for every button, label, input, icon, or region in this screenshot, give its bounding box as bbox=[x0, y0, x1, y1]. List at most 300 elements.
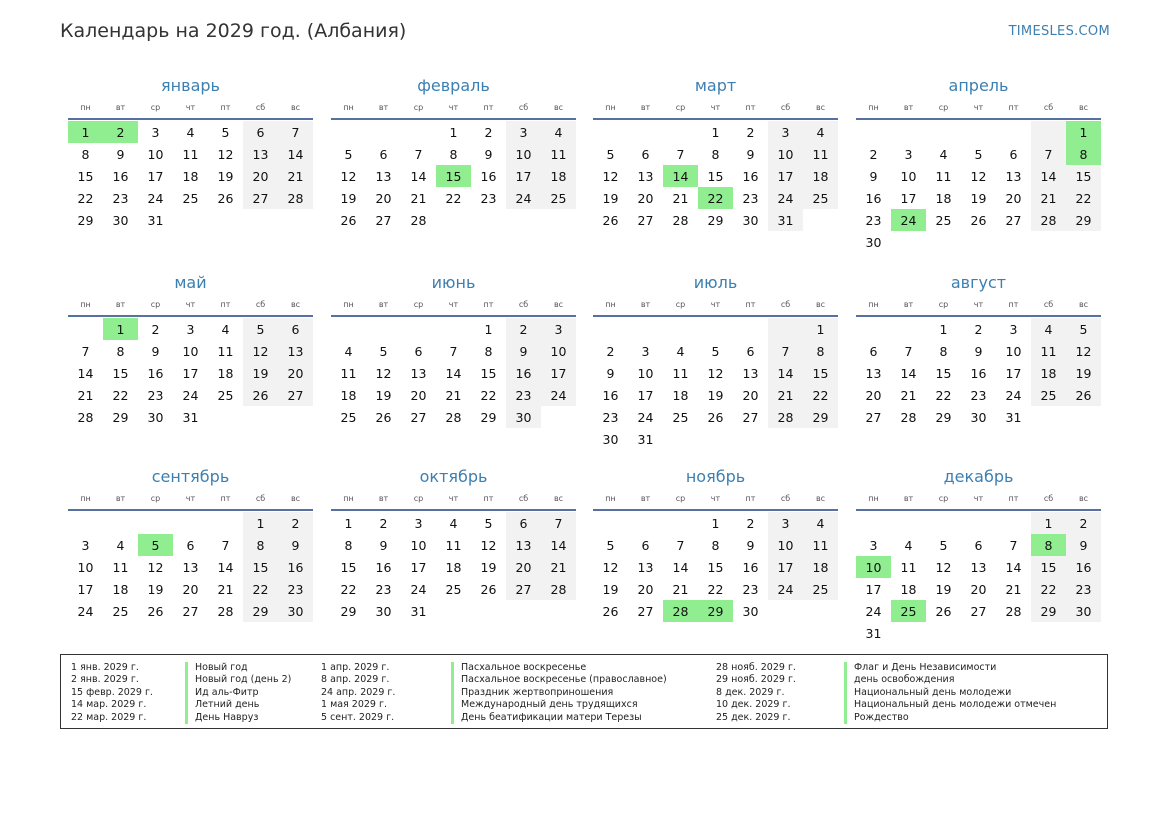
month-9 bbox=[68, 467, 313, 622]
weekday-label: чт bbox=[973, 300, 984, 309]
day-cell: 28 bbox=[1031, 209, 1066, 231]
day-cell: 30 bbox=[375, 603, 392, 619]
empty-cell bbox=[208, 512, 243, 534]
day-cell: 17 bbox=[506, 165, 541, 187]
day-cell: 9 bbox=[379, 537, 388, 553]
weekday-label: вс bbox=[1078, 103, 1089, 112]
day-cell: 12 bbox=[147, 559, 164, 575]
day-cell: 11 bbox=[340, 365, 357, 381]
day-cell: 27 bbox=[637, 212, 654, 228]
weekday-header bbox=[68, 491, 313, 506]
day-cell: 8 bbox=[939, 343, 948, 359]
day-cell: 18 bbox=[445, 559, 462, 575]
empty-cell bbox=[506, 600, 541, 622]
day-cell: 23 bbox=[602, 409, 619, 425]
day-cell: 30 bbox=[602, 431, 619, 447]
weekday-label: сб bbox=[780, 300, 791, 309]
day-cell: 29 bbox=[480, 409, 497, 425]
day-cell: 26 bbox=[340, 212, 357, 228]
day-cell: 14 bbox=[768, 362, 803, 384]
day-cell: 24 bbox=[77, 603, 94, 619]
day-cell: 10 bbox=[768, 534, 803, 556]
empty-cell bbox=[926, 512, 961, 534]
weekday-label: вт bbox=[903, 300, 914, 309]
day-cell: 6 bbox=[974, 537, 983, 553]
day-cell: 26 bbox=[935, 603, 952, 619]
weekday-label: чт bbox=[448, 494, 459, 503]
day-cell: 22 bbox=[707, 581, 724, 597]
day-cell: 7 bbox=[541, 512, 576, 534]
day-cell: 15 bbox=[1031, 556, 1066, 578]
day-cell: 2 bbox=[506, 318, 541, 340]
day-cell: 18 bbox=[541, 165, 576, 187]
day-cell: 4 bbox=[904, 537, 913, 553]
day-cell: 15 bbox=[243, 556, 278, 578]
day-cell: 13 bbox=[410, 365, 427, 381]
empty-cell bbox=[768, 428, 803, 450]
empty-cell bbox=[541, 209, 576, 231]
empty-cell bbox=[891, 121, 926, 143]
month-10 bbox=[331, 467, 576, 622]
day-cell: 3 bbox=[869, 537, 878, 553]
day-cell: 9 bbox=[746, 146, 755, 162]
day-cell: 7 bbox=[221, 537, 230, 553]
day-cell: 14 bbox=[1031, 165, 1066, 187]
legend-names-col bbox=[844, 662, 1056, 724]
day-cell: 30 bbox=[112, 212, 129, 228]
month-5 bbox=[68, 273, 313, 428]
day-cell: 20 bbox=[637, 581, 654, 597]
legend-date: 29 нояб. 2029 г. bbox=[716, 674, 796, 686]
legend-holiday-name: Международный день трудящихся bbox=[451, 699, 667, 711]
day-cell: 11 bbox=[803, 534, 838, 556]
day-cell: 20 bbox=[506, 556, 541, 578]
day-cell: 1 bbox=[68, 121, 103, 143]
day-cell: 22 bbox=[77, 190, 94, 206]
legend-holiday-name: Пасхальное воскресенье (православное) bbox=[451, 674, 667, 686]
day-cell: 29 bbox=[243, 600, 278, 622]
day-cell: 31 bbox=[637, 431, 654, 447]
weekday-label: вс bbox=[553, 300, 564, 309]
day-cell: 18 bbox=[1031, 362, 1066, 384]
weekday-header bbox=[856, 100, 1101, 115]
day-cell: 9 bbox=[151, 343, 160, 359]
day-cell: 13 bbox=[742, 365, 759, 381]
month-7 bbox=[593, 273, 838, 450]
day-cell: 22 bbox=[480, 387, 497, 403]
day-cell: 2 bbox=[484, 124, 493, 140]
empty-cell bbox=[366, 318, 401, 340]
day-cell: 6 bbox=[641, 537, 650, 553]
day-cell: 14 bbox=[217, 559, 234, 575]
day-cell: 24 bbox=[541, 384, 576, 406]
day-cell: 19 bbox=[602, 190, 619, 206]
weekday-label: чт bbox=[185, 103, 196, 112]
day-cell: 17 bbox=[865, 581, 882, 597]
month-name: апрель bbox=[948, 76, 1009, 95]
day-cell: 22 bbox=[1066, 187, 1101, 209]
day-cell: 19 bbox=[147, 581, 164, 597]
legend-holiday-name: Новый год bbox=[185, 662, 291, 674]
day-cell: 27 bbox=[410, 409, 427, 425]
day-cell: 11 bbox=[900, 559, 917, 575]
day-cell: 29 bbox=[340, 603, 357, 619]
weekday-label: ср bbox=[675, 300, 686, 309]
day-cell: 21 bbox=[278, 165, 313, 187]
weekday-label: вс bbox=[1078, 494, 1089, 503]
day-cell: 6 bbox=[869, 343, 878, 359]
day-cell: 16 bbox=[375, 559, 392, 575]
weekday-header bbox=[856, 491, 1101, 506]
weekday-label: ср bbox=[413, 103, 424, 112]
weekday-label: пт bbox=[220, 103, 231, 112]
weekday-label: ср bbox=[675, 494, 686, 503]
weekday-header bbox=[331, 100, 576, 115]
empty-cell bbox=[891, 231, 926, 253]
day-cell: 27 bbox=[375, 212, 392, 228]
day-cell: 25 bbox=[672, 409, 689, 425]
empty-cell bbox=[593, 512, 628, 534]
day-cell: 28 bbox=[768, 406, 803, 428]
header-rule bbox=[593, 118, 838, 120]
day-cell: 11 bbox=[1031, 340, 1066, 362]
weekday-label: чт bbox=[973, 494, 984, 503]
day-cell: 13 bbox=[637, 168, 654, 184]
empty-cell bbox=[593, 121, 628, 143]
day-cell: 2 bbox=[869, 146, 878, 162]
weekday-label: пн bbox=[343, 103, 354, 112]
day-cell: 3 bbox=[81, 537, 90, 553]
empty-cell bbox=[628, 318, 663, 340]
weekday-label: пт bbox=[745, 103, 756, 112]
empty-cell bbox=[803, 428, 838, 450]
day-cell: 22 bbox=[340, 581, 357, 597]
day-cell: 29 bbox=[698, 600, 733, 622]
day-cell: 22 bbox=[803, 384, 838, 406]
legend-date: 1 мая 2029 г. bbox=[321, 699, 387, 711]
empty-cell bbox=[856, 121, 891, 143]
day-cell: 14 bbox=[1005, 559, 1022, 575]
day-cell: 10 bbox=[637, 365, 654, 381]
empty-cell bbox=[768, 318, 803, 340]
empty-cell bbox=[961, 121, 996, 143]
day-cell: 3 bbox=[506, 121, 541, 143]
day-cell: 17 bbox=[541, 362, 576, 384]
day-cell: 17 bbox=[768, 165, 803, 187]
weekday-label: вс bbox=[1078, 300, 1089, 309]
day-cell: 17 bbox=[1005, 365, 1022, 381]
day-cell: 14 bbox=[410, 168, 427, 184]
weekday-header bbox=[856, 297, 1101, 312]
day-cell: 30 bbox=[506, 406, 541, 428]
day-cell: 23 bbox=[278, 578, 313, 600]
day-cell: 25 bbox=[445, 581, 462, 597]
empty-cell bbox=[243, 209, 278, 231]
day-cell: 18 bbox=[672, 387, 689, 403]
day-cell: 1 bbox=[803, 318, 838, 340]
weekday-label: вс bbox=[815, 300, 826, 309]
legend-holiday-name: Новый год (день 2) bbox=[185, 674, 291, 686]
empty-cell bbox=[628, 121, 663, 143]
day-cell: 20 bbox=[970, 581, 987, 597]
empty-cell bbox=[733, 318, 768, 340]
empty-cell bbox=[1031, 231, 1066, 253]
day-cell: 26 bbox=[243, 384, 278, 406]
month-name: февраль bbox=[417, 76, 490, 95]
day-cell: 9 bbox=[116, 146, 125, 162]
day-cell: 7 bbox=[904, 343, 913, 359]
day-cell: 13 bbox=[182, 559, 199, 575]
empty-cell bbox=[961, 512, 996, 534]
month-name: октябрь bbox=[419, 467, 488, 486]
day-cell: 14 bbox=[900, 365, 917, 381]
empty-cell bbox=[663, 512, 698, 534]
day-cell: 24 bbox=[147, 190, 164, 206]
day-cell: 17 bbox=[410, 559, 427, 575]
day-cell: 5 bbox=[484, 515, 493, 531]
day-cell: 31 bbox=[865, 625, 882, 641]
day-cell: 23 bbox=[375, 581, 392, 597]
day-cell: 19 bbox=[375, 387, 392, 403]
legend-holiday-name: Праздник жертвоприношения bbox=[451, 687, 667, 699]
day-cell: 20 bbox=[243, 165, 278, 187]
day-cell: 24 bbox=[637, 409, 654, 425]
day-cell: 15 bbox=[77, 168, 94, 184]
day-cell: 18 bbox=[112, 581, 129, 597]
day-cell: 15 bbox=[436, 165, 471, 187]
day-cell: 1 bbox=[344, 515, 353, 531]
weekday-label: вт bbox=[115, 103, 126, 112]
header-rule bbox=[856, 315, 1101, 317]
day-cell: 1 bbox=[449, 124, 458, 140]
day-cell: 3 bbox=[151, 124, 160, 140]
day-cell: 10 bbox=[1005, 343, 1022, 359]
day-cell: 11 bbox=[112, 559, 129, 575]
day-cell: 4 bbox=[449, 515, 458, 531]
weekday-label: вс bbox=[815, 494, 826, 503]
day-cell: 13 bbox=[970, 559, 987, 575]
day-cell: 21 bbox=[672, 190, 689, 206]
day-cell: 2 bbox=[606, 343, 615, 359]
day-cell: 18 bbox=[803, 165, 838, 187]
day-cell: 12 bbox=[970, 168, 987, 184]
empty-cell bbox=[996, 622, 1031, 644]
weekday-label: ср bbox=[938, 494, 949, 503]
weekday-label: пн bbox=[605, 300, 616, 309]
weekday-label: пт bbox=[1008, 494, 1019, 503]
day-cell: 2 bbox=[746, 515, 755, 531]
day-cell: 26 bbox=[602, 603, 619, 619]
day-cell: 22 bbox=[112, 387, 129, 403]
empty-cell bbox=[1031, 622, 1066, 644]
day-cell: 10 bbox=[506, 143, 541, 165]
legend-date: 5 сент. 2029 г. bbox=[321, 711, 395, 723]
day-grid bbox=[68, 512, 313, 622]
weekday-header bbox=[68, 100, 313, 115]
day-cell: 19 bbox=[707, 387, 724, 403]
empty-cell bbox=[471, 209, 506, 231]
day-cell: 16 bbox=[970, 365, 987, 381]
weekday-label: пн bbox=[80, 494, 91, 503]
empty-cell bbox=[436, 600, 471, 622]
day-cell: 24 bbox=[1005, 387, 1022, 403]
day-cell: 30 bbox=[1066, 600, 1101, 622]
empty-cell bbox=[996, 231, 1031, 253]
day-cell: 10 bbox=[147, 146, 164, 162]
header-rule bbox=[856, 118, 1101, 120]
day-cell: 7 bbox=[676, 537, 685, 553]
empty-cell bbox=[996, 512, 1031, 534]
day-cell: 19 bbox=[340, 190, 357, 206]
weekday-label: чт bbox=[710, 300, 721, 309]
day-cell: 25 bbox=[182, 190, 199, 206]
day-cell: 30 bbox=[147, 409, 164, 425]
day-cell: 28 bbox=[278, 187, 313, 209]
day-cell: 26 bbox=[1066, 384, 1101, 406]
day-cell: 26 bbox=[970, 212, 987, 228]
day-cell: 28 bbox=[77, 409, 94, 425]
day-cell: 19 bbox=[1066, 362, 1101, 384]
day-cell: 7 bbox=[278, 121, 313, 143]
legend-date: 1 апр. 2029 г. bbox=[321, 662, 390, 673]
day-cell: 10 bbox=[541, 340, 576, 362]
day-cell: 17 bbox=[900, 190, 917, 206]
day-grid bbox=[68, 121, 313, 231]
day-cell: 11 bbox=[217, 343, 234, 359]
legend-date: 28 нояб. 2029 г. bbox=[716, 662, 796, 673]
day-cell: 2 bbox=[278, 512, 313, 534]
legend-holiday-name: Национальный день молодежи bbox=[844, 687, 1056, 699]
day-cell: 3 bbox=[186, 321, 195, 337]
day-cell: 31 bbox=[182, 409, 199, 425]
day-cell: 15 bbox=[480, 365, 497, 381]
day-cell: 11 bbox=[182, 146, 199, 162]
day-cell: 21 bbox=[900, 387, 917, 403]
day-cell: 4 bbox=[803, 512, 838, 534]
day-cell: 21 bbox=[768, 384, 803, 406]
day-cell: 13 bbox=[865, 365, 882, 381]
day-cell: 26 bbox=[147, 603, 164, 619]
day-cell: 9 bbox=[974, 343, 983, 359]
day-cell: 27 bbox=[742, 409, 759, 425]
month-6 bbox=[331, 273, 576, 428]
day-cell: 18 bbox=[900, 581, 917, 597]
month-8 bbox=[856, 273, 1101, 428]
day-cell: 3 bbox=[414, 515, 423, 531]
day-cell: 5 bbox=[974, 146, 983, 162]
day-cell: 18 bbox=[182, 168, 199, 184]
day-cell: 18 bbox=[935, 190, 952, 206]
empty-cell bbox=[173, 512, 208, 534]
day-cell: 3 bbox=[641, 343, 650, 359]
day-cell: 22 bbox=[1031, 578, 1066, 600]
day-cell: 4 bbox=[344, 343, 353, 359]
day-cell: 30 bbox=[970, 409, 987, 425]
day-grid bbox=[331, 512, 576, 622]
header-rule bbox=[331, 509, 576, 511]
day-cell: 4 bbox=[939, 146, 948, 162]
day-cell: 5 bbox=[711, 343, 720, 359]
weekday-label: пн bbox=[605, 103, 616, 112]
empty-cell bbox=[926, 231, 961, 253]
day-cell: 19 bbox=[217, 168, 234, 184]
day-cell: 2 bbox=[746, 124, 755, 140]
day-cell: 27 bbox=[278, 384, 313, 406]
empty-cell bbox=[436, 209, 471, 231]
day-cell: 8 bbox=[81, 146, 90, 162]
weekday-label: чт bbox=[973, 103, 984, 112]
day-cell: 30 bbox=[865, 234, 882, 250]
day-cell: 13 bbox=[1005, 168, 1022, 184]
weekday-label: ср bbox=[150, 494, 161, 503]
day-cell: 4 bbox=[541, 121, 576, 143]
legend-date: 24 апр. 2029 г. bbox=[321, 686, 396, 698]
month-name: июль bbox=[693, 273, 738, 292]
day-cell: 20 bbox=[375, 190, 392, 206]
day-cell: 3 bbox=[1009, 321, 1018, 337]
day-cell: 6 bbox=[506, 512, 541, 534]
day-cell: 1 bbox=[1066, 121, 1101, 143]
weekday-label: вт bbox=[640, 494, 651, 503]
day-cell: 23 bbox=[147, 387, 164, 403]
day-cell: 12 bbox=[602, 168, 619, 184]
day-cell: 5 bbox=[379, 343, 388, 359]
month-1 bbox=[68, 76, 313, 231]
day-cell: 9 bbox=[1066, 534, 1101, 556]
day-cell: 28 bbox=[217, 603, 234, 619]
empty-cell bbox=[1066, 406, 1101, 428]
day-cell: 8 bbox=[484, 343, 493, 359]
empty-cell bbox=[541, 600, 576, 622]
header-rule bbox=[68, 118, 313, 120]
day-cell: 22 bbox=[243, 578, 278, 600]
legend-dates-col bbox=[71, 662, 153, 724]
day-grid bbox=[68, 318, 313, 428]
day-cell: 5 bbox=[939, 537, 948, 553]
day-cell: 27 bbox=[865, 409, 882, 425]
day-cell: 27 bbox=[637, 603, 654, 619]
legend-holiday-name: Летний день bbox=[185, 699, 291, 711]
day-cell: 30 bbox=[742, 603, 759, 619]
day-cell: 17 bbox=[637, 387, 654, 403]
weekday-header bbox=[68, 297, 313, 312]
day-cell: 2 bbox=[151, 321, 160, 337]
day-cell: 16 bbox=[742, 168, 759, 184]
legend-holiday-name: Ид аль-Фитр bbox=[185, 687, 291, 699]
brand-logo[interactable]: TIMESLES.COM bbox=[1008, 24, 1110, 39]
day-cell: 13 bbox=[243, 143, 278, 165]
day-cell: 8 bbox=[344, 537, 353, 553]
empty-cell bbox=[698, 318, 733, 340]
day-cell: 29 bbox=[1066, 209, 1101, 231]
weekday-label: пн bbox=[868, 103, 879, 112]
day-cell: 7 bbox=[1031, 143, 1066, 165]
day-cell: 22 bbox=[698, 187, 733, 209]
day-cell: 4 bbox=[221, 321, 230, 337]
day-cell: 9 bbox=[869, 168, 878, 184]
day-cell: 26 bbox=[707, 409, 724, 425]
day-cell: 12 bbox=[375, 365, 392, 381]
empty-cell bbox=[891, 512, 926, 534]
day-cell: 23 bbox=[742, 190, 759, 206]
day-cell: 27 bbox=[243, 187, 278, 209]
weekday-label: вс bbox=[553, 494, 564, 503]
month-11 bbox=[593, 467, 838, 622]
day-cell: 16 bbox=[147, 365, 164, 381]
day-cell: 7 bbox=[414, 146, 423, 162]
day-cell: 5 bbox=[221, 124, 230, 140]
day-cell: 19 bbox=[935, 581, 952, 597]
